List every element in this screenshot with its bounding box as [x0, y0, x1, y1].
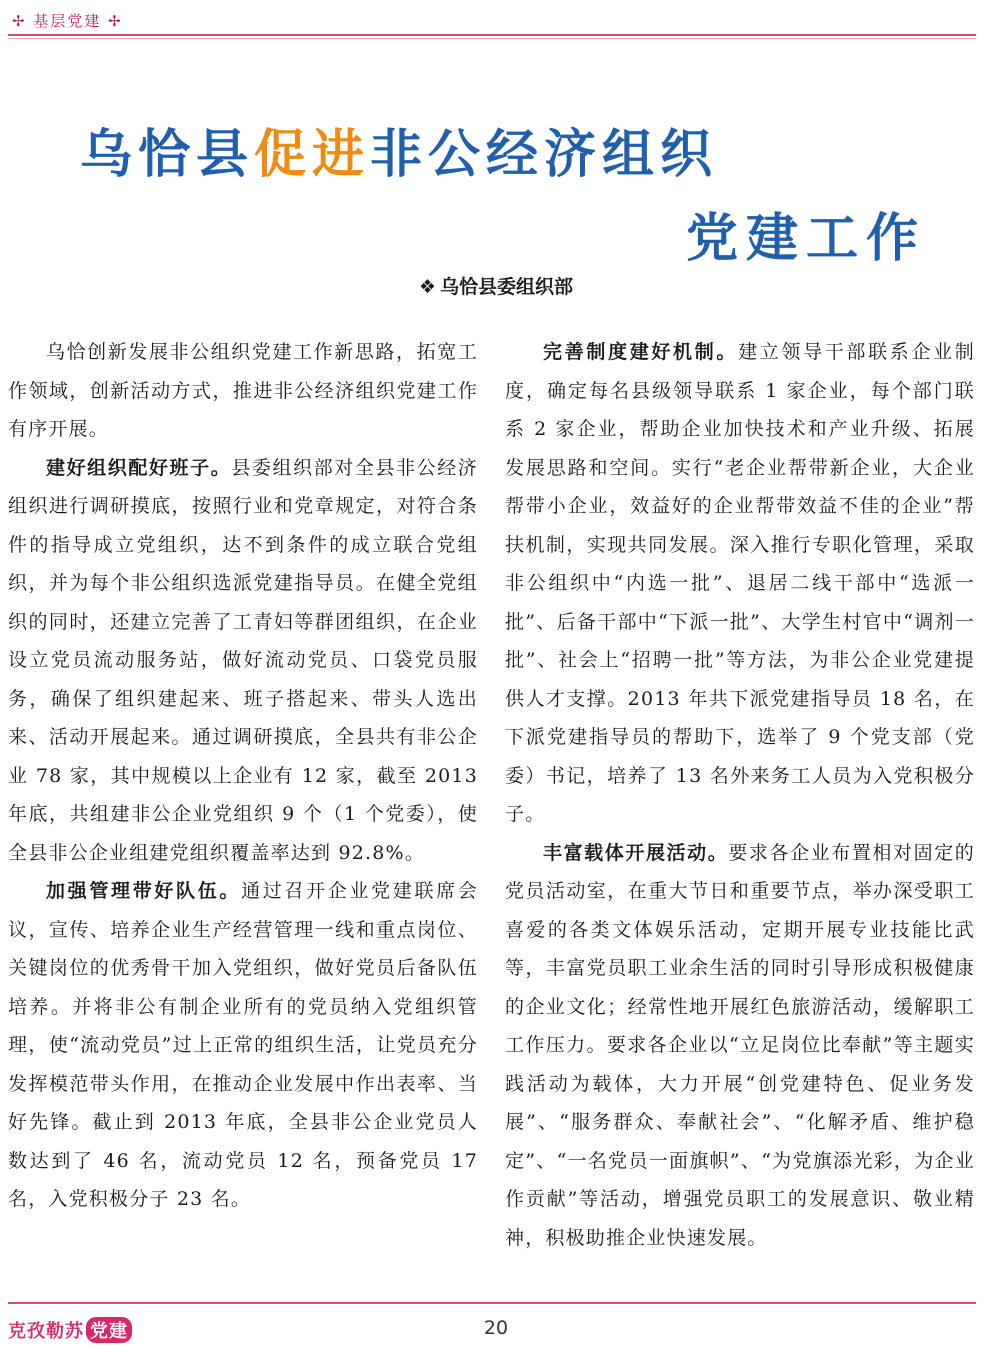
diamond-icon: ❖	[418, 276, 437, 298]
header-rule-thin	[8, 38, 976, 39]
byline-author: 乌恰县委组织部	[440, 276, 574, 298]
paragraph-lead: 完善制度建好机制。	[543, 341, 739, 363]
byline	[0, 272, 992, 299]
paragraph-lead: 建好组织配好班子。	[46, 456, 232, 479]
page-number: 20	[483, 1317, 509, 1339]
paragraph-text: 县委组织部对全县非公经济组织进行调研摸底，按照行业和党章规定，对符合条件的指导成立党组织，达不到条件的成立联合党组织，并为每个非公组织选派党建指导员。在健全党组织的同时，还建立完善了工青妇等群团组织，在企业设立党员流动服务站，做好流动党员、口袋党员服务，确保了组织建起来、班子搭起来、带头人选出来、活动开展起来。通过调研摸底，全县共有非公企业 78 家，其中规模以上企业有 12 家，截至 2013 年底，共组建非公企业党组织 9 个（1 个党委），使全县非公企业组建党组织覆盖率达到 92.8%。	[8, 456, 478, 864]
footer-brand-text: 克孜勒苏	[8, 1321, 84, 1342]
paragraph-text: 通过召开企业党建联席会议，宣传、培养企业生产经营管理一线和重点岗位、关键岗位的优秀骨干加入党组织，做好党员后备队伍培养。并将非公有制企业所有的党员纳入党组织管理，使“流动党员”过上正常的组织生活，让党员充分发挥模范带头作用，在推动企业发展中作出表率、当好先锋。截止到 2013 年底，全县非公企业党员人数达到了 46 名，流动党员 12 名，预备党员 17 名，入党积极分子 23 名。	[8, 880, 478, 1210]
paragraph-text: 建立领导干部联系企业制度，确定每名县级领导联系 1 家企业，每个部门联系 2 家企业，帮助企业加快技术和产业升级、拓展发展思路和空间。实行“老企业帮带新企业，大企业帮带小企业，效益好的企业帮带效益不佳的企业”帮扶机制，实现共同发展。深入推行专职化管理，采取非公组织中“内选一批”、退居二线干部中“选派一批”、后备干部中“下派一批”、大学生村官中“调剂一批”、社会上“招聘一批”等方法，为非公企业党建提供人才支撑。2013 年共下派党建指导员 18 名，在下派党建指导员的帮助下，选举了 9 个党支部（党委）书记，培养了 13 名外来务工人员为入党积极分子。	[505, 341, 975, 825]
footer-rule	[8, 1302, 976, 1304]
paragraph	[8, 333, 478, 449]
paragraph-text: 乌恰创新发展非公组织党建工作新思路，拓宽工作领域，创新活动方式，推进非公经济组织党建工作有序开展。	[8, 341, 478, 440]
title-part-after: 非公经济组织	[370, 125, 719, 185]
paragraph	[505, 333, 975, 834]
title-part-before: 乌恰县	[80, 125, 255, 185]
article-title-line1	[80, 112, 718, 187]
paragraph	[505, 834, 975, 1258]
header-bar	[8, 8, 976, 36]
paragraph	[8, 872, 478, 1219]
section-label: ✢ 基层党建 ✢	[12, 12, 123, 30]
paragraph-lead: 丰富载体开展活动。	[543, 841, 729, 864]
paragraph-lead: 加强管理带好队伍。	[46, 880, 242, 902]
paragraph	[8, 449, 478, 873]
paragraph-text: 要求各企业布置相对固定的党员活动室，在重大节日和重要节点，举办深受职工喜爱的各类文体娱乐活动，定期开展专业技能比武等，丰富党员职工业余生活的同时引导形成积极健康的企业文化；经常性地开展红色旅游活动，缓解职工工作压力。要求各企业以“立足岗位比奉献”等主题实践活动为载体，大力开展“创党建特色、促业务发展”、“服务群众、奉献社会”、“化解矛盾、维护稳定”、“一名党员一面旗帜”、“为党旗添光彩，为企业作贡献”等活动，增强党员职工的发展意识、敬业精神，积极助推企业快速发展。	[505, 841, 975, 1249]
article-title-line2: 党建工作	[686, 209, 927, 269]
title-accent: 促进	[254, 125, 371, 185]
footer-brand-pill: 党建	[86, 1317, 132, 1343]
column-right	[505, 333, 975, 1257]
column-left	[8, 333, 478, 1219]
header-rule	[8, 34, 976, 36]
